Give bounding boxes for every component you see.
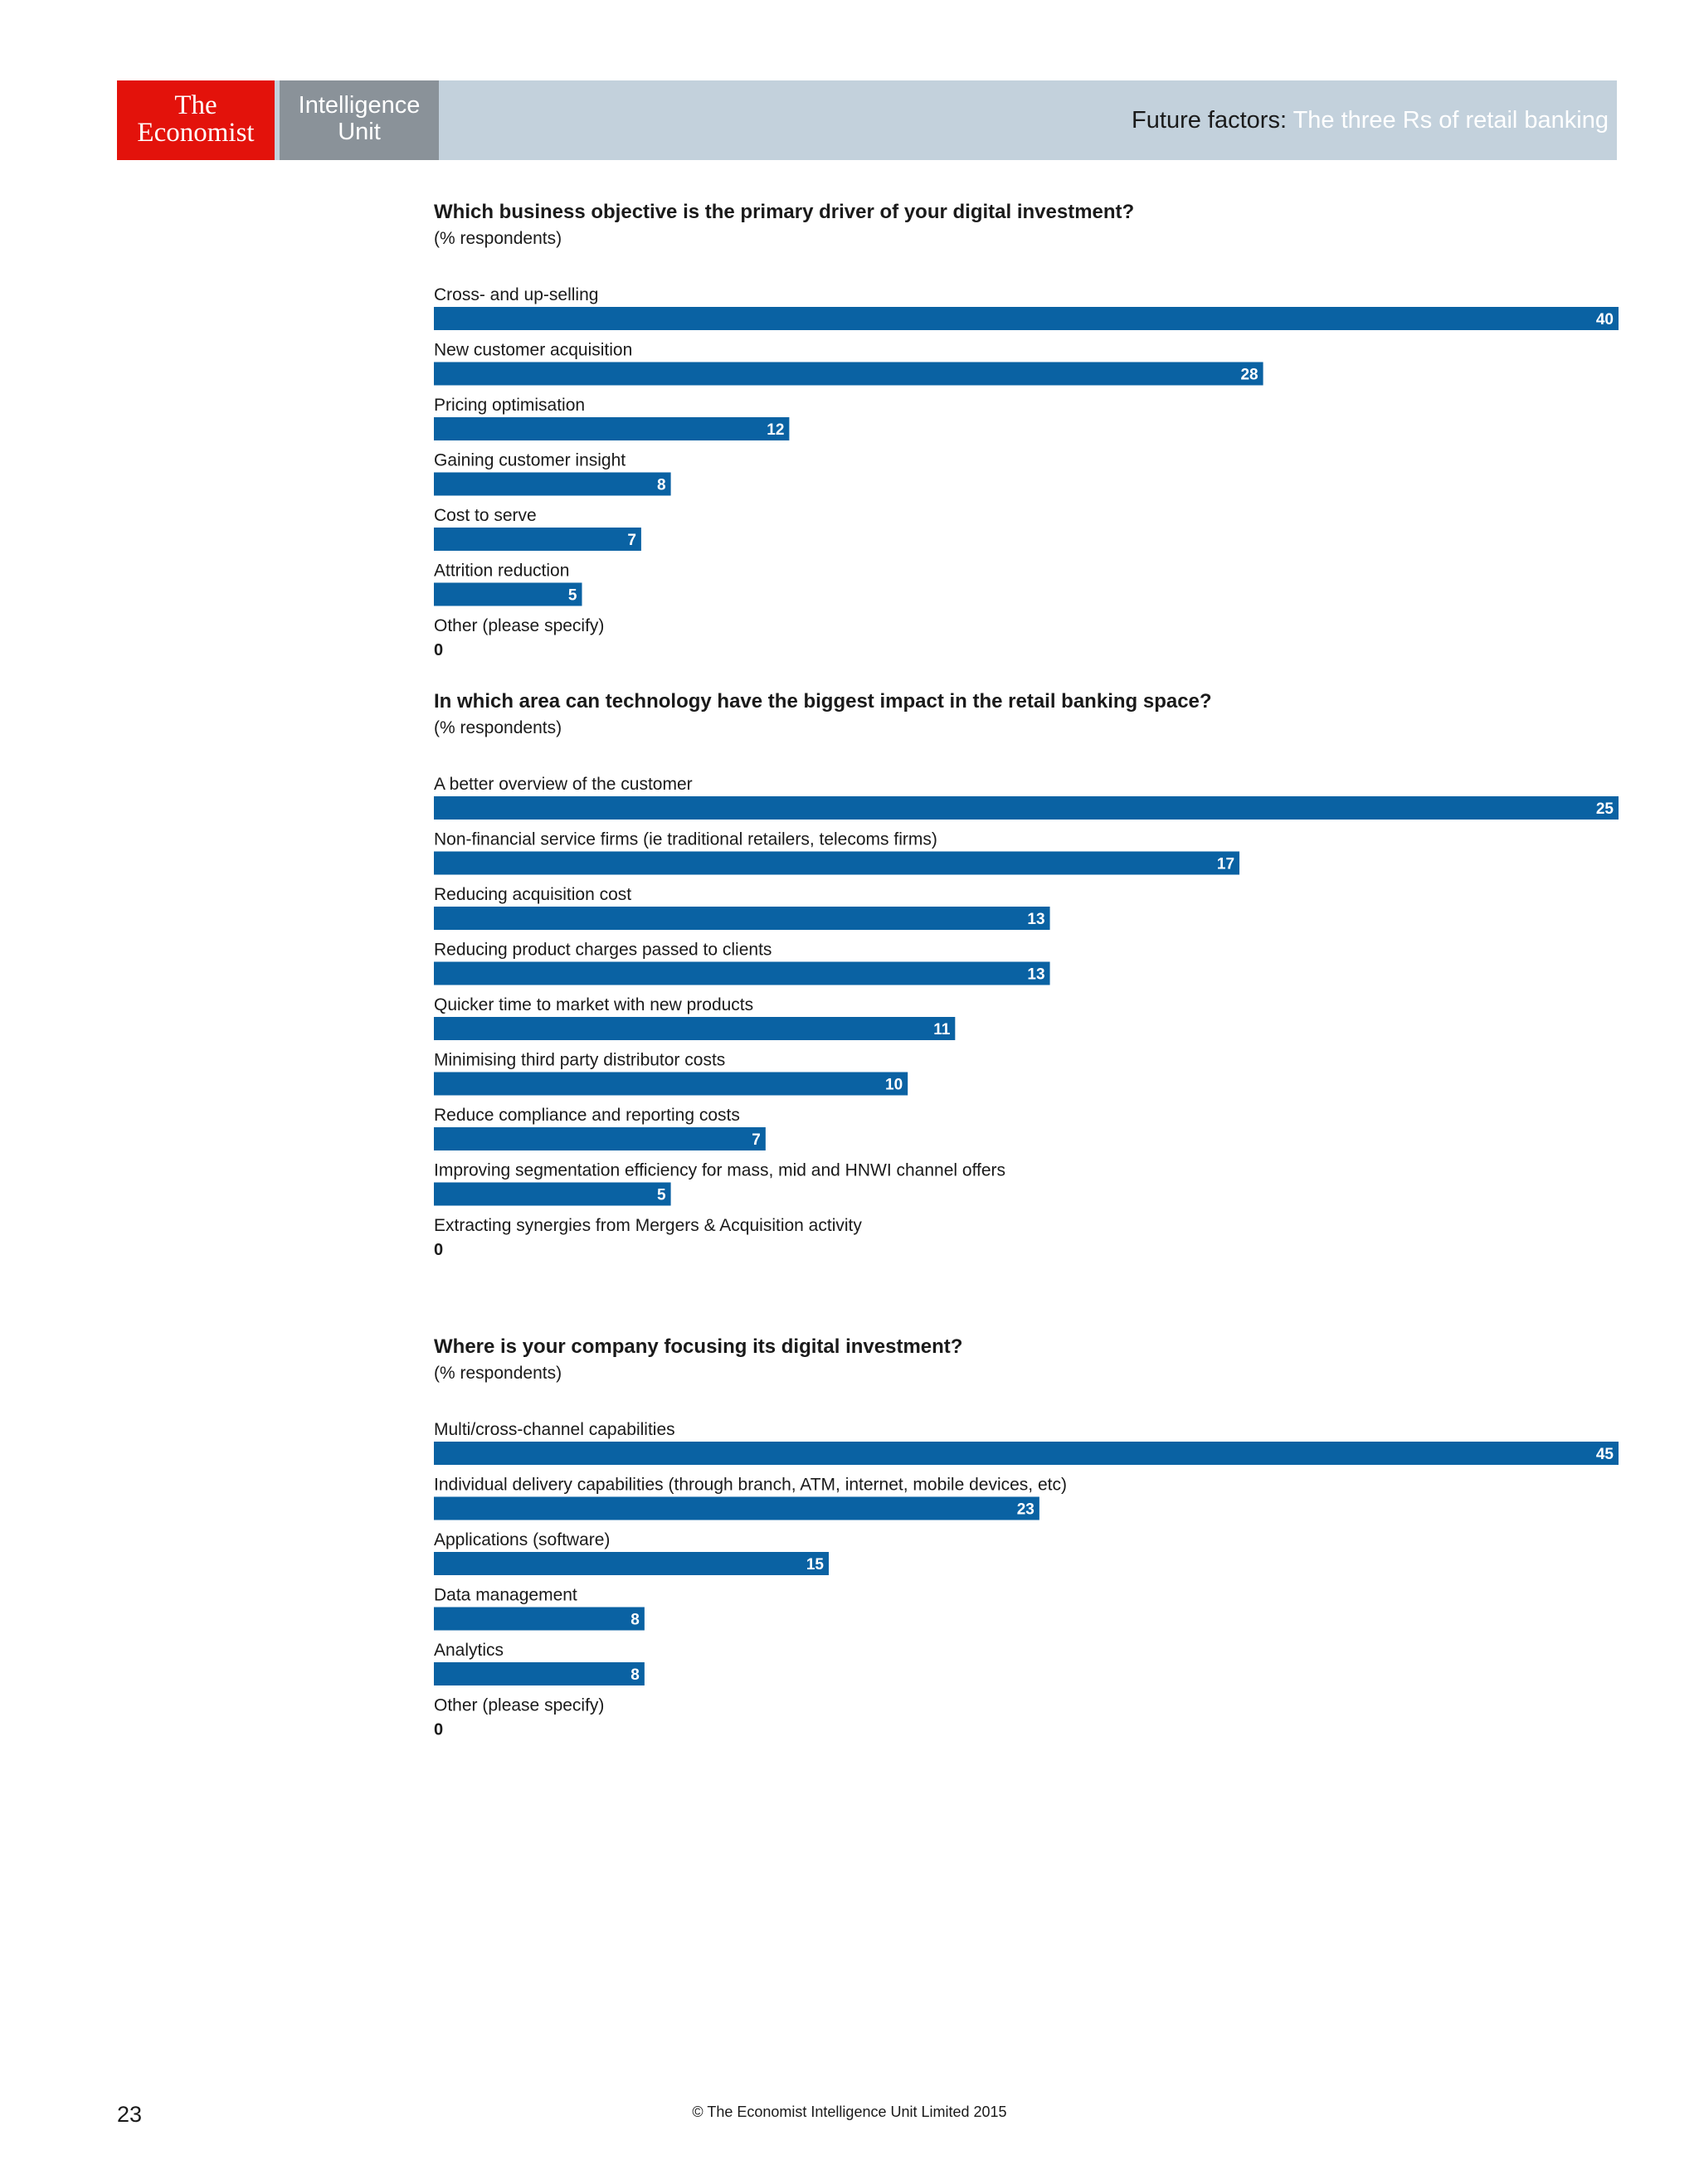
category-label: Cross- and up-selling: [434, 285, 599, 304]
bar: [434, 583, 582, 606]
category-label: Applications (software): [434, 1530, 611, 1549]
category-label: Cost to serve: [434, 506, 537, 525]
bar: [434, 1552, 829, 1575]
chart-title: In which area can technology have the biggest impact in the retail banking space?: [434, 690, 1212, 713]
bar-chart-svg: [434, 690, 1619, 1271]
copyright-notice: © The Economist Intelligence Unit Limited 2015: [692, 2104, 1007, 2120]
category-label: Individual delivery capabilities (through branch, ATM, internet, mobile devices, etc): [434, 1475, 1067, 1495]
value-label: 17: [1216, 855, 1235, 873]
bar: [434, 962, 1050, 985]
category-label: Reducing acquisition cost: [434, 885, 632, 904]
value-label: 15: [806, 1556, 824, 1574]
bar-chart-svg: [434, 201, 1619, 665]
economist-logo-line1: The: [174, 90, 217, 120]
category-label: New customer acquisition: [434, 340, 633, 360]
value-label: 28: [1240, 366, 1258, 384]
category-label: Gaining customer insight: [434, 450, 626, 470]
bar: [434, 307, 1619, 330]
category-label: Reduce compliance and reporting costs: [434, 1106, 740, 1125]
value-label: 7: [627, 532, 636, 549]
eiu-logo-line1: Intelligence: [298, 92, 421, 119]
chart-title: Which business objective is the primary driver of your digital investment?: [434, 201, 1135, 223]
bar: [434, 1442, 1619, 1465]
report-title-suffix: The three Rs of retail banking: [1293, 107, 1609, 134]
economist-logo-line2: Economist: [137, 118, 255, 148]
bar: [434, 852, 1239, 875]
economist-logo: [117, 80, 275, 160]
value-label: 8: [657, 476, 666, 494]
category-label: Analytics: [434, 1641, 504, 1660]
bar: [434, 1183, 671, 1206]
value-label: 0: [434, 641, 444, 659]
bar: [434, 1127, 766, 1150]
category-label: Non-financial service firms (ie traditional retailers, telecoms firms): [434, 829, 937, 849]
category-label: Minimising third party distributor costs: [434, 1050, 726, 1070]
bar-chart-svg: [434, 1335, 1619, 1750]
category-label: Extracting synergies from Mergers & Acquisition activity: [434, 1216, 862, 1235]
bar: [434, 1073, 908, 1096]
eiu-logo-line2: Unit: [338, 119, 381, 145]
category-label: Other (please specify): [434, 616, 605, 635]
header-band: [117, 80, 1617, 160]
bar: [434, 473, 671, 496]
value-label: 5: [567, 586, 577, 605]
bar: [434, 1497, 1039, 1520]
bar: [434, 1017, 955, 1040]
value-label: 7: [752, 1131, 761, 1149]
chart-title: Where is your company focusing its digital investment?: [434, 1335, 963, 1358]
value-label: 8: [630, 1611, 640, 1629]
value-label: 11: [933, 1021, 951, 1038]
category-label: Improving segmentation efficiency for mass, mid and HNWI channel offers: [434, 1160, 1006, 1180]
bar: [434, 1662, 645, 1685]
value-label: 13: [1027, 966, 1045, 984]
category-label: Data management: [434, 1585, 577, 1605]
category-label: Other (please specify): [434, 1695, 605, 1715]
value-label: 12: [767, 421, 785, 439]
value-label: 23: [1016, 1501, 1034, 1519]
value-label: 0: [434, 1720, 444, 1739]
chart-subtitle: (% respondents): [434, 718, 562, 737]
value-label: 40: [1595, 311, 1614, 328]
intelligence-unit-logo: [280, 80, 439, 160]
value-label: 10: [885, 1076, 903, 1094]
value-label: 0: [434, 1241, 444, 1259]
bar: [434, 362, 1263, 386]
value-label: 8: [630, 1666, 640, 1684]
category-label: A better overview of the customer: [434, 775, 693, 794]
bar: [434, 528, 641, 551]
category-label: Quicker time to market with new products: [434, 995, 754, 1014]
value-label: 13: [1027, 911, 1045, 928]
bar: [434, 907, 1050, 930]
bar: [434, 796, 1619, 820]
bar: [434, 417, 789, 440]
category-label: Pricing optimisation: [434, 396, 586, 415]
value-label: 5: [657, 1186, 666, 1204]
category-label: Reducing product charges passed to clients: [434, 940, 772, 960]
page-number: 23: [117, 2102, 143, 2127]
bar: [434, 1608, 645, 1631]
value-label: 45: [1595, 1446, 1614, 1463]
value-label: 25: [1595, 800, 1614, 818]
chart-subtitle: (% respondents): [434, 229, 562, 248]
report-title-prefix: Future factors:: [1132, 107, 1288, 134]
category-label: Multi/cross-channel capabilities: [434, 1420, 675, 1439]
category-label: Attrition reduction: [434, 561, 570, 581]
chart-subtitle: (% respondents): [434, 1364, 562, 1383]
report-title: [1132, 105, 1609, 135]
